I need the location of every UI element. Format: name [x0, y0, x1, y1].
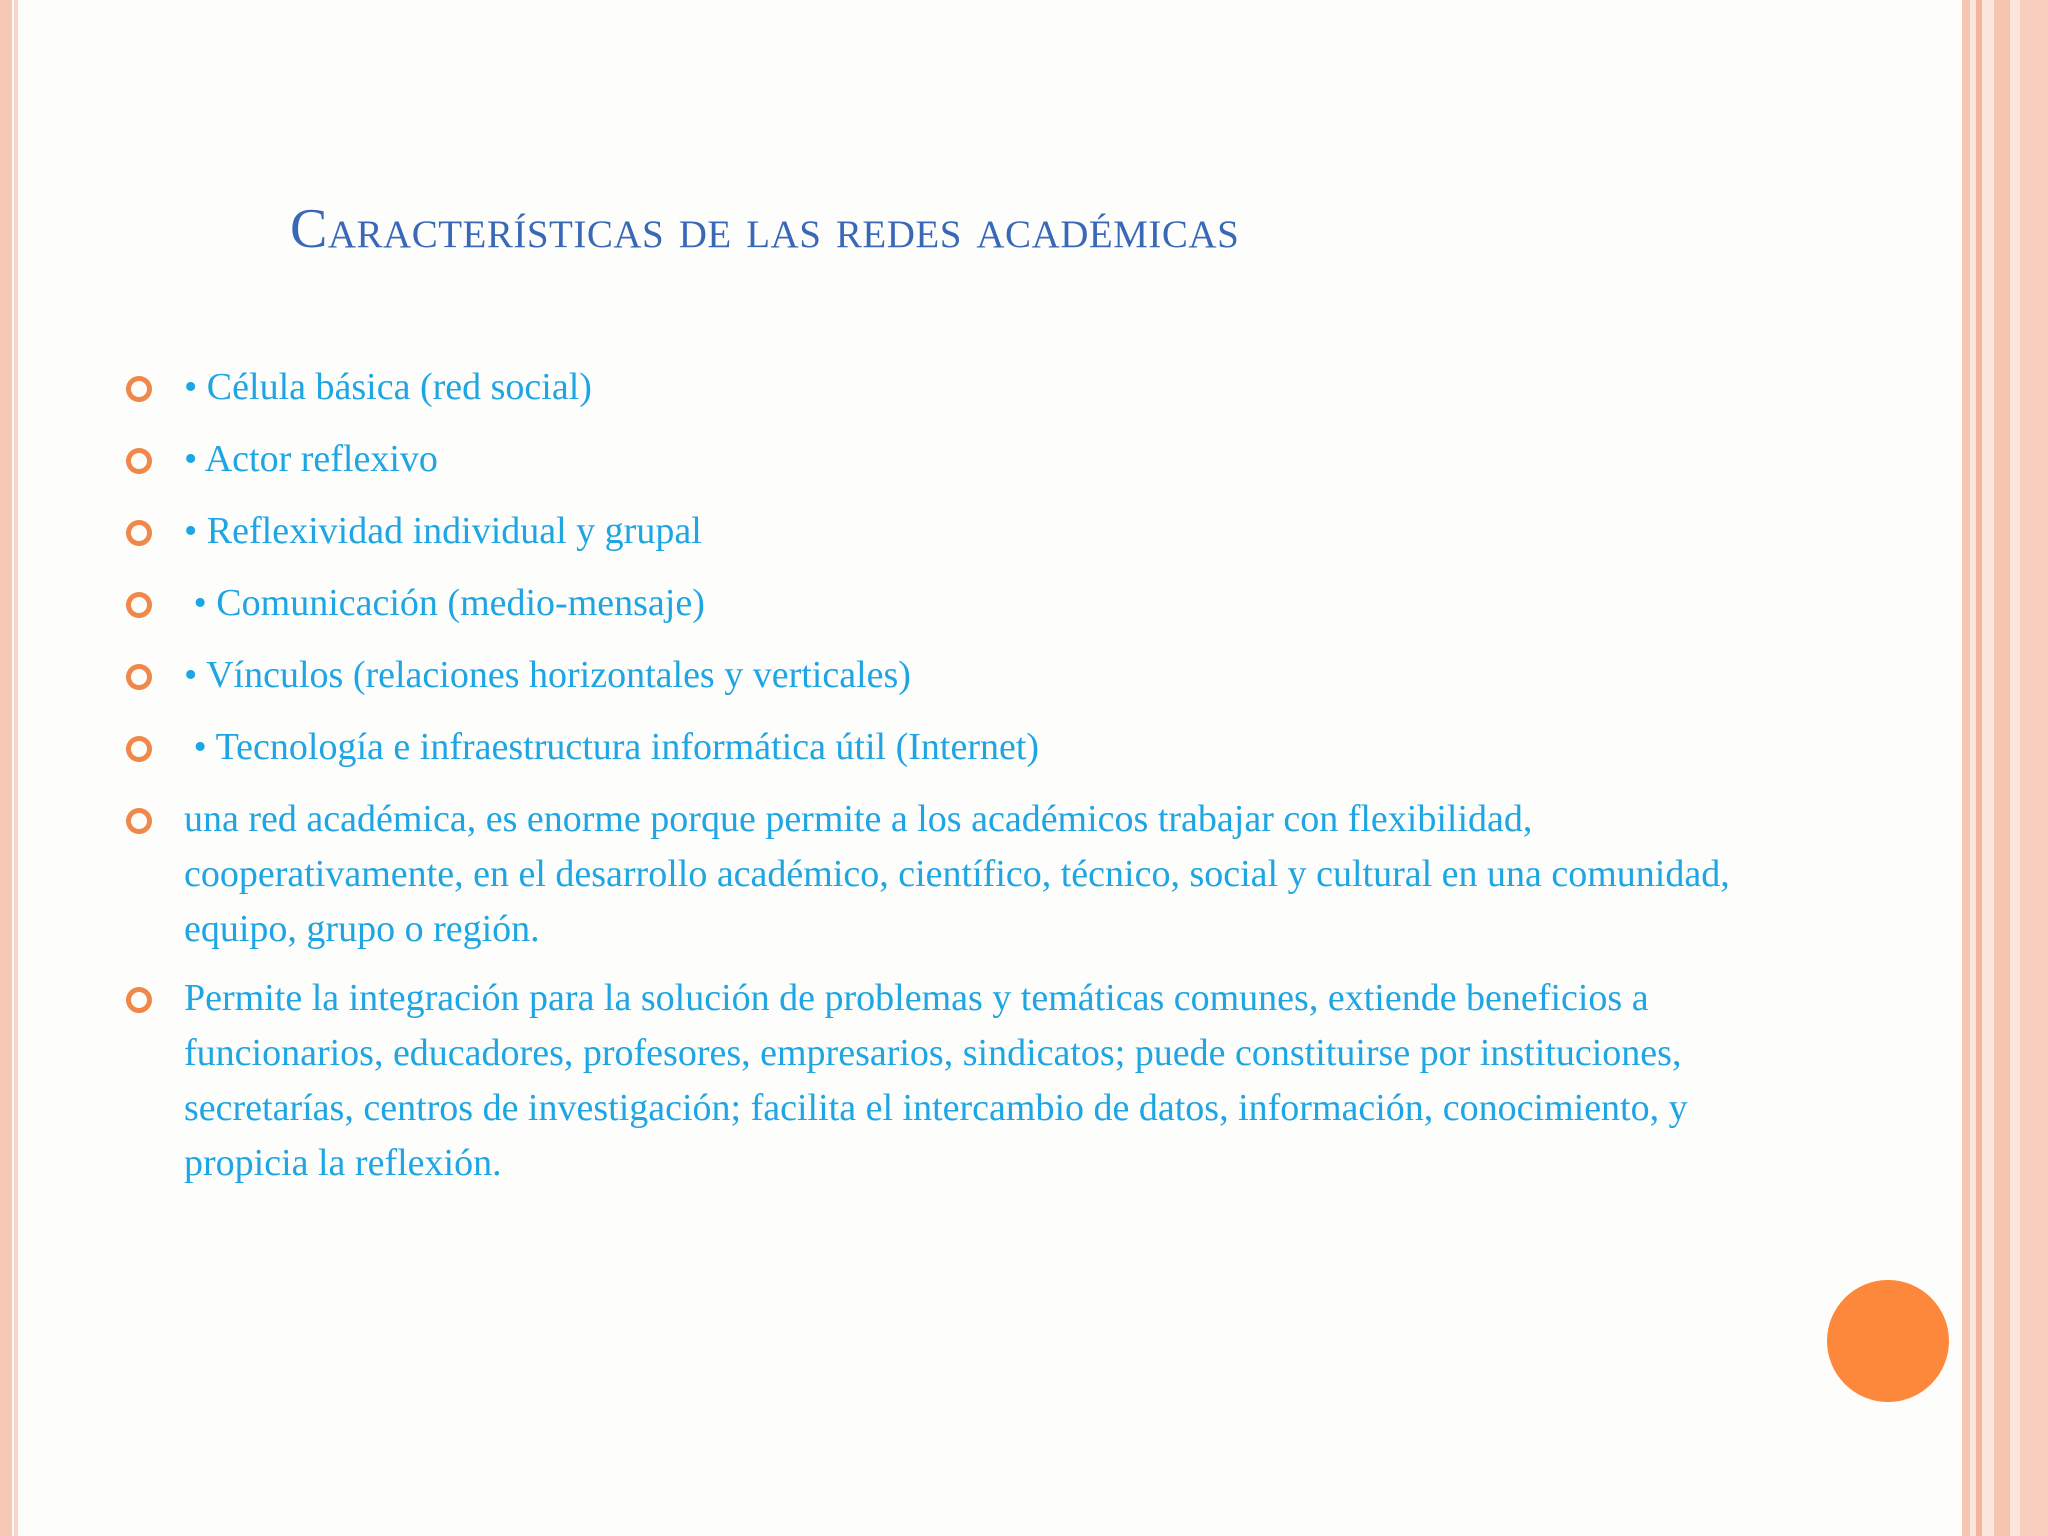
- list-item-text: una red académica, es enorme porque permite a los académicos trabajar con flexibilidad, cooperativamente, en el desarrollo académico, científico, técnico, social y cultural en una comunidad, equipo, grupo o región.: [184, 798, 1730, 950]
- orange-ring-bullet-icon: [126, 376, 152, 402]
- right-border-stripe-4: [2020, 0, 2048, 1536]
- list-item: [122, 720, 1782, 775]
- list-item-paragraph: [122, 971, 1782, 1191]
- list-item-text: Permite la integración para la solución de problemas y temáticas comunes, extiende beneficios a funcionarios, educadores, profesores, empresarios, sindicatos; puede constituirse por instituciones, secretarías, centros de investigación; facilita el intercambio de datos, información, conocimiento, y propicia la reflexión.: [184, 977, 1688, 1184]
- list-item: [122, 648, 1782, 703]
- right-border-stripe-3: [1994, 0, 2010, 1536]
- orange-circle-icon: [1827, 1280, 1949, 1402]
- orange-ring-bullet-icon: [126, 592, 152, 618]
- list-item-text: • Comunicación (medio-mensaje): [184, 582, 705, 624]
- orange-ring-bullet-icon: [126, 448, 152, 474]
- orange-ring-bullet-icon: [126, 664, 152, 690]
- list-item: [122, 432, 1782, 487]
- left-border-stripe-thin: [14, 0, 18, 1536]
- list-item-text: • Actor reflexivo: [184, 438, 438, 480]
- list-item: [122, 576, 1782, 631]
- list-item: [122, 504, 1782, 559]
- list-item-text: • Célula básica (red social): [184, 366, 592, 408]
- list-item-text: • Tecnología e infraestructura informática útil (Internet): [184, 726, 1040, 768]
- list-item: [122, 360, 1782, 415]
- orange-ring-bullet-icon: [126, 808, 152, 834]
- bullet-list: [122, 360, 1782, 1205]
- orange-ring-bullet-icon: [126, 736, 152, 762]
- list-item-text: • Reflexividad individual y grupal: [184, 510, 702, 552]
- orange-ring-bullet-icon: [126, 987, 152, 1013]
- left-border-stripe: [0, 0, 12, 1536]
- right-border-stripe-1: [1962, 0, 1970, 1536]
- orange-ring-bullet-icon: [126, 520, 152, 546]
- list-item-text: • Vínculos (relaciones horizontales y verticales): [184, 654, 911, 696]
- right-border-stripe-2: [1976, 0, 1982, 1536]
- list-item-paragraph: [122, 792, 1782, 957]
- slide-title: Características de las redes académicas: [290, 198, 1240, 260]
